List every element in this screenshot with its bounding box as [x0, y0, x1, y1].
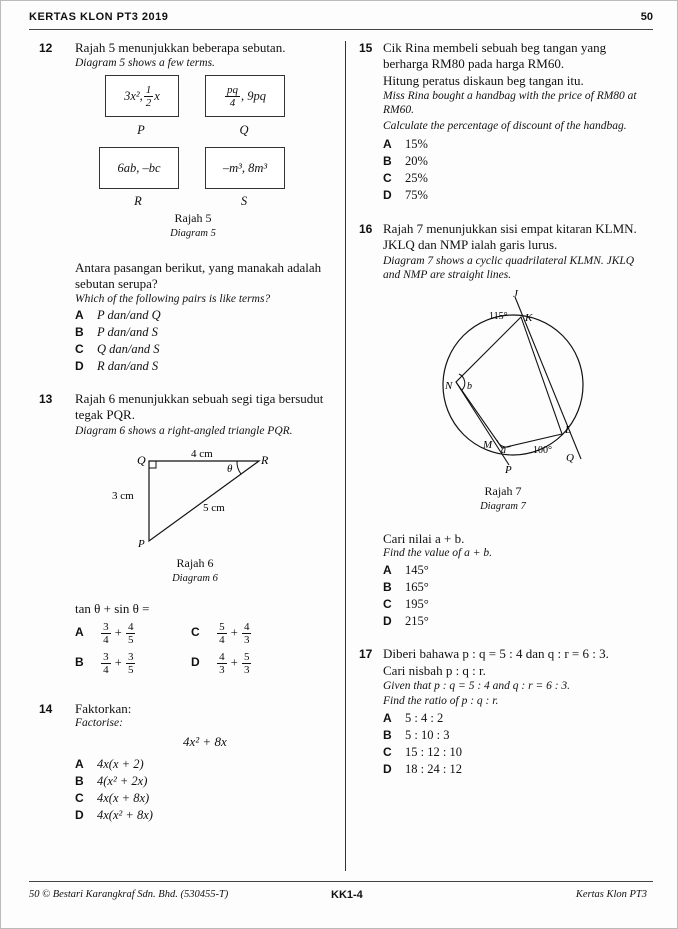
q15-question-en: Calculate the percentage of discount of the handbag.	[383, 120, 627, 132]
angle-100: 100°	[533, 445, 552, 456]
point-l: L	[565, 424, 572, 436]
q16-option-b[interactable]: B 165°	[383, 580, 429, 594]
angle-b-label: b	[467, 381, 472, 392]
point-k: K	[525, 312, 533, 324]
q12-text-en: Diagram 5 shows a few terms.	[75, 57, 215, 69]
term-box-s: –m³, 8m³	[205, 147, 285, 189]
term-p-part1: 3x²,	[124, 88, 143, 103]
rajah7-caption: Rajah 7	[484, 484, 522, 498]
diagram6-caption: Diagram 6	[172, 573, 218, 584]
q15-option-d[interactable]: D 75%	[383, 188, 428, 202]
q16-number: 16	[359, 222, 373, 236]
label-q: Q	[239, 123, 249, 137]
term-box-q	[205, 75, 285, 117]
header-page-number: 50	[640, 11, 653, 23]
diagram5-caption: Diagram 5	[170, 228, 216, 239]
q14-option-b[interactable]: B 4(x² + 2x)	[75, 774, 148, 788]
triangle-pqr-diagram	[111, 441, 281, 551]
q12-option-d[interactable]: D R dan/and S	[75, 359, 159, 373]
point-n: N	[445, 380, 453, 392]
term-q-part2: , 9pq	[241, 88, 266, 103]
point-j: J	[513, 288, 518, 300]
q15-option-a[interactable]: A 15%	[383, 137, 428, 151]
q12-question-ms: Antara pasangan berikut, yang manakah adalah sebutan serupa?	[75, 260, 322, 291]
q13-expression: tan θ + sin θ =	[75, 601, 150, 616]
q16-text-ms: Rajah 7 menunjukkan sisi empat kitaran KLMN. JKLQ dan NMP ialah garis lurus.	[383, 221, 637, 252]
q13-option-b[interactable]: B $\frac{3}{4}$ + $\frac{3}{5}$	[75, 651, 134, 676]
q14-option-a[interactable]: A 4x(x + 2)	[75, 757, 144, 771]
q13-option-a[interactable]: A $\frac{3}{4}$ + $\frac{4}{5}$	[75, 621, 134, 646]
header-rule	[29, 29, 653, 30]
q17-option-b[interactable]: B 5 : 10 : 3	[383, 728, 450, 742]
side-qp-length: 3 cm	[112, 490, 134, 502]
q15-text-en: Miss Rina bought a handbag with the price of RM80 at RM60.	[383, 90, 637, 116]
side-pr-length: 5 cm	[203, 502, 225, 514]
label-p: P	[137, 123, 145, 137]
footer-rule	[29, 881, 653, 882]
q16-text-en: Diagram 7 shows a cyclic quadrilateral KLMN. JKLQ and NMP are straight lines.	[383, 255, 635, 281]
header-title: KERTAS KLON PT3 2019	[29, 11, 169, 23]
q15-number: 15	[359, 41, 373, 55]
q12-option-c[interactable]: C Q dan/and S	[75, 342, 160, 356]
q14-option-d[interactable]: D 4x(x² + 8x)	[75, 808, 153, 822]
q14-text-en: Factorise:	[75, 717, 123, 729]
q12-option-b[interactable]: B P dan/and S	[75, 325, 158, 339]
q15-text-ms: Cik Rina membeli sebuah beg tangan yang berharga RM80 pada harga RM60.	[383, 40, 607, 71]
q16-option-a[interactable]: A 145°	[383, 563, 429, 577]
q12-question-en: Which of the following pairs is like terms?	[75, 293, 271, 305]
q17-text-en: Given that p : q = 5 : 4 and q : r = 6 : 3.	[383, 680, 571, 692]
angle-115: 115°	[489, 311, 508, 322]
footer-code: KK1-4	[331, 889, 363, 901]
vertex-p: P	[138, 538, 145, 550]
footer-copyright: 50 © Bestari Karangkraf Sdn. Bhd. (530455-T)	[29, 889, 229, 900]
q17-text-ms: Diberi bahawa p : q = 5 : 4 dan q : r = 6 : 3.	[383, 646, 609, 661]
term-q-fraction: $\frac{pq}{4}$	[227, 83, 238, 109]
triangle-shape	[149, 461, 259, 541]
q16-question-en: Find the value of a + b.	[383, 547, 493, 559]
term-p-part2: x	[154, 88, 160, 103]
term-box-r: 6ab, –bc	[99, 147, 179, 189]
q12-number: 12	[39, 41, 53, 55]
q12-option-a[interactable]: A P dan/and Q	[75, 308, 161, 322]
rajah5-caption: Rajah 5	[174, 211, 212, 225]
q15-option-c[interactable]: C 25%	[383, 171, 428, 185]
q16-option-d[interactable]: D 215°	[383, 614, 429, 628]
q15-question-ms: Hitung peratus diskaun beg tangan itu.	[383, 73, 584, 88]
q17-option-d[interactable]: D 18 : 24 : 12	[383, 762, 462, 776]
right-angle-mark	[149, 461, 156, 468]
q13-text-ms: Rajah 6 menunjukkan sebuah segi tiga bersudut tegak PQR.	[75, 391, 324, 422]
term-p-fraction: $\frac{1}{2}$	[145, 83, 152, 109]
q14-text-ms: Faktorkan:	[75, 701, 132, 716]
point-m: M	[483, 439, 493, 451]
theta-arc	[237, 461, 241, 474]
q17-number: 17	[359, 647, 373, 661]
footer-title: Kertas Klon PT3	[575, 889, 647, 900]
angle-theta: θ	[227, 463, 233, 475]
q17-option-c[interactable]: C 15 : 12 : 10	[383, 745, 462, 759]
cyclic-quadrilateral-diagram	[431, 287, 601, 479]
q13-option-c[interactable]: C $\frac{5}{4}$ + $\frac{4}{3}$	[191, 621, 250, 646]
rajah6-caption: Rajah 6	[176, 556, 214, 570]
q16-option-c[interactable]: C 195°	[383, 597, 429, 611]
term-box-p	[105, 75, 179, 117]
q16-question-ms: Cari nilai a + b.	[383, 531, 465, 546]
point-q: Q	[566, 452, 574, 464]
q15-option-b[interactable]: B 20%	[383, 154, 428, 168]
label-s: S	[240, 194, 248, 208]
vertex-r: R	[261, 453, 269, 467]
q17-option-a[interactable]: A 5 : 4 : 2	[383, 711, 444, 725]
q13-option-d[interactable]: D $\frac{4}{3}$ + $\frac{5}{3}$	[191, 651, 250, 676]
q13-number: 13	[39, 392, 53, 406]
angle-a-label: a	[501, 445, 506, 456]
column-divider	[345, 41, 346, 871]
diagram7-caption: Diagram 7	[480, 501, 526, 512]
label-r: R	[134, 194, 142, 208]
vertex-q: Q	[137, 453, 146, 467]
q12-text-ms: Rajah 5 menunjukkan beberapa sebutan.	[75, 40, 286, 55]
q14-expression: 4x² + 8x	[183, 734, 227, 749]
point-p: P	[505, 464, 512, 476]
q14-option-c[interactable]: C 4x(x + 8x)	[75, 791, 150, 805]
q17-question-en: Find the ratio of p : q : r.	[383, 695, 499, 707]
q13-text-en: Diagram 6 shows a right-angled triangle PQR.	[75, 425, 293, 437]
q14-number: 14	[39, 702, 53, 716]
q17-question-ms: Cari nisbah p : q : r.	[383, 663, 486, 678]
side-qr-length: 4 cm	[191, 448, 213, 460]
